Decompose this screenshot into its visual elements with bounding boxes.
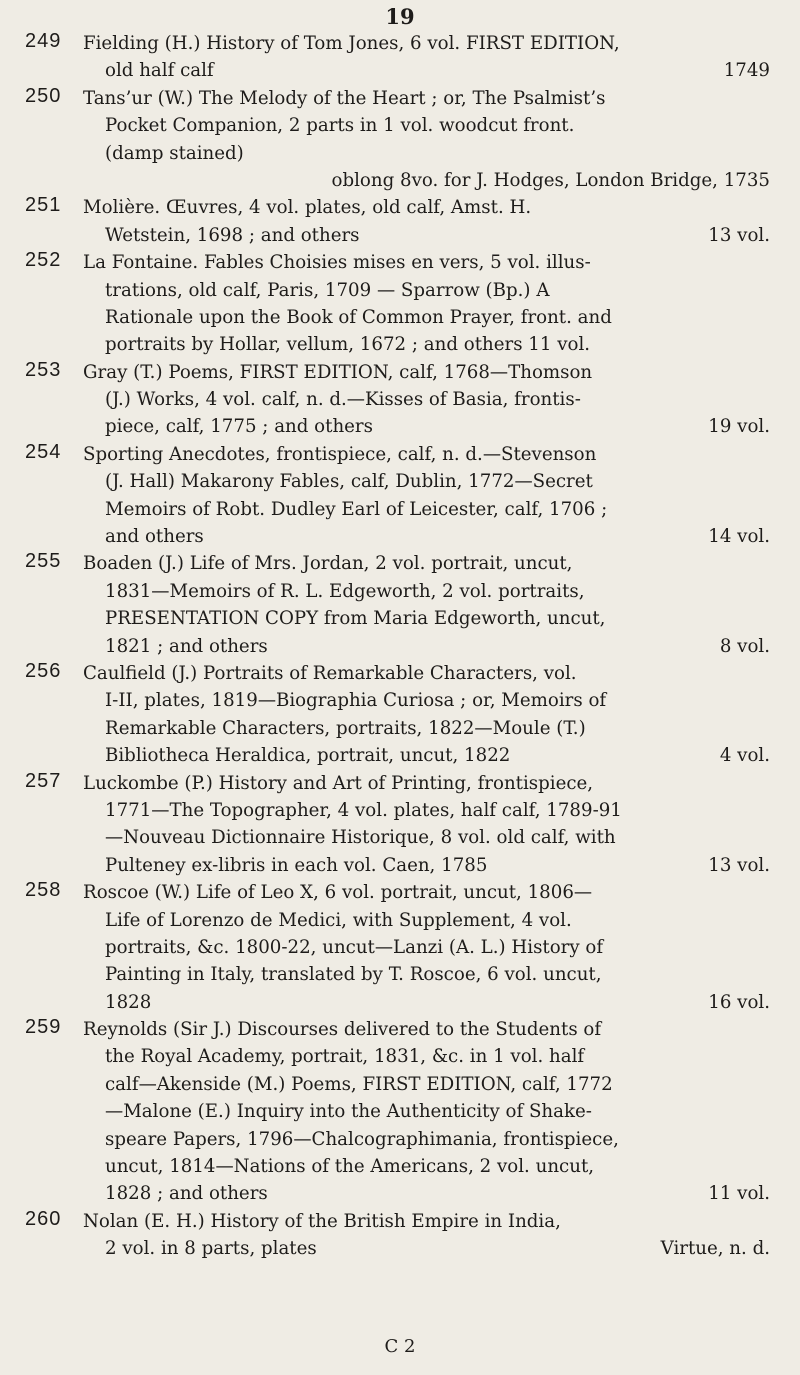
lot-entry	[0, 359, 800, 441]
lot-entry	[0, 660, 800, 770]
lot-number: 257	[25, 769, 62, 792]
lot-description-line	[83, 852, 770, 879]
lot-description-line: Nolan (E. H.) History of the British Empire in India,	[83, 1210, 561, 1232]
lot-number: 259	[25, 1016, 62, 1039]
lot-number: 249	[25, 30, 62, 52]
lot-line-text: Wetstein, 1698 ; and others	[105, 224, 360, 246]
lot-line-text: piece, calf, 1775 ; and others	[105, 416, 373, 438]
lot-entry	[0, 194, 800, 249]
lot-description-line: trations, old calf, Paris, 1709 — Sparrow (Bp.) A	[105, 279, 550, 301]
lot-description-line: —Malone (E.) Inquiry into the Authenticity of Shake-	[105, 1101, 592, 1123]
lot-description-line: Remarkable Characters, portraits, 1822—Moule (T.)	[105, 717, 586, 739]
lot-line-text: 1821 ; and others	[105, 635, 268, 657]
lot-number: 258	[25, 879, 62, 902]
lot-description-line: Boaden (J.) Life of Mrs. Jordan, 2 vol. portrait, uncut,	[83, 553, 573, 575]
lot-entry	[0, 30, 800, 85]
lot-description-line: Roscoe (W.) Life of Leo X, 6 vol. portrait, uncut, 1806—	[83, 882, 593, 904]
lot-description-line	[83, 989, 770, 1016]
lot-description-line: oblong 8vo. for J. Hodges, London Bridge, 1735	[331, 169, 770, 191]
lot-number: 260	[25, 1207, 62, 1230]
lot-description-line: (J.) Works, 4 vol. calf, n. d.—Kisses of Basia, frontis-	[105, 389, 581, 411]
lot-description-line: 1831—Memoirs of R. L. Edgeworth, 2 vol. portraits,	[105, 580, 585, 602]
signature-mark: C 2	[384, 1336, 416, 1357]
lot-entry	[0, 1016, 800, 1208]
lot-description-line: speare Papers, 1796—Chalcographimania, frontispiece,	[105, 1128, 619, 1150]
lot-entry	[0, 441, 800, 551]
lot-description-line: Luckombe (P.) History and Art of Printing, frontispiece,	[83, 772, 594, 794]
lot-volume-count: 13 vol.	[708, 854, 770, 876]
lot-description-line: Reynolds (Sir J.) Discourses delivered to the Students of	[83, 1019, 602, 1041]
lot-volume-count: 14 vol.	[708, 526, 770, 548]
lot-description-line	[83, 413, 770, 440]
lot-number: 256	[25, 659, 62, 682]
lot-volume-count: 13 vol.	[708, 224, 770, 246]
lot-volume-count: 11 vol.	[708, 1183, 770, 1205]
lot-volume-count: 16 vol.	[708, 991, 770, 1013]
lot-description-line	[83, 57, 770, 84]
lot-line-text: 1828	[105, 991, 152, 1013]
lot-description-line: Sporting Anecdotes, frontispiece, calf, n. d.—Stevenson	[83, 443, 597, 465]
lot-description-line: (J. Hall) Makarony Fables, calf, Dublin, 1772—Secret	[105, 471, 593, 493]
lot-description-line: Caulfield (J.) Portraits of Remarkable Characters, vol.	[83, 662, 577, 684]
lot-entry	[0, 879, 800, 1016]
lot-description-line: PRESENTATION COPY from Maria Edgeworth, uncut,	[105, 608, 606, 630]
lot-description-line: Life of Lorenzo de Medici, with Supplement, 4 vol.	[105, 909, 572, 931]
lot-line-text: 2 vol. in 8 parts, plates	[105, 1238, 317, 1260]
lot-volume-count: Virtue, n. d.	[660, 1238, 770, 1260]
lot-description-line: La Fontaine. Fables Choisies mises en vers, 5 vol. illus-	[83, 252, 591, 274]
lot-description-line	[83, 1180, 770, 1207]
lot-description-line: Pocket Companion, 2 parts in 1 vol. woodcut front.	[105, 115, 575, 137]
lot-number: 250	[25, 84, 62, 107]
lot-entry	[0, 550, 800, 660]
lot-description-line: —Nouveau Dictionnaire Historique, 8 vol. old calf, with	[105, 827, 616, 849]
lot-description-line: Painting in Italy, translated by T. Roscoe, 6 vol. uncut,	[105, 964, 602, 986]
lot-volume-count: 8 vol.	[719, 635, 770, 657]
lot-description-line	[83, 1235, 770, 1262]
page-number: 19	[385, 4, 415, 29]
lot-list	[0, 30, 800, 1263]
lot-line-text: Pulteney ex-libris in each vol. Caen, 1785	[105, 854, 488, 876]
lot-entry	[0, 1208, 800, 1263]
lot-description-line	[83, 523, 770, 550]
lot-line-text: old half calf	[105, 60, 214, 82]
lot-description-line: Molière. Œuvres, 4 vol. plates, old calf, Amst. H.	[83, 197, 532, 219]
lot-line-text: 1828 ; and others	[105, 1183, 268, 1205]
lot-description-line: the Royal Academy, portrait, 1831, &c. in 1 vol. half	[105, 1046, 585, 1068]
lot-description-line: I-II, plates, 1819—Biographia Curiosa ; or, Memoirs of	[105, 690, 607, 712]
lot-description-line	[83, 222, 770, 249]
lot-description-line	[83, 742, 770, 769]
lot-description-line: Fielding (H.) History of Tom Jones, 6 vol. FIRST EDITION,	[83, 33, 620, 54]
lot-description-line: portraits, &c. 1800-22, uncut—Lanzi (A. L.) History of	[105, 936, 604, 958]
lot-entry	[0, 249, 800, 359]
lot-volume-count: 19 vol.	[708, 416, 770, 438]
lot-number: 255	[25, 550, 62, 573]
lot-volume-count: 1749	[723, 60, 770, 82]
lot-number: 251	[25, 194, 62, 217]
lot-line-text: and others	[105, 526, 204, 548]
lot-description-line: Rationale upon the Book of Common Prayer, front. and	[105, 306, 612, 328]
lot-description-line: portraits by Hollar, vellum, 1672 ; and others 11 vol.	[105, 334, 591, 356]
lot-description-line: Memoirs of Robt. Dudley Earl of Leicester, calf, 1706 ;	[105, 498, 608, 520]
lot-line-text: Bibliotheca Heraldica, portrait, uncut, 1822	[105, 745, 511, 767]
lot-description-line: uncut, 1814—Nations of the Americans, 2 vol. uncut,	[105, 1156, 595, 1178]
lot-description-line: Gray (T.) Poems, FIRST EDITION, calf, 1768—Thomson	[83, 361, 593, 383]
lot-description-line: (damp stained)	[105, 142, 244, 164]
lot-entry	[0, 770, 800, 880]
lot-description-line: Tans’ur (W.) The Melody of the Heart ; or, The Psalmist’s	[83, 87, 606, 109]
lot-description-line: 1771—The Topographer, 4 vol. plates, half calf, 1789-91	[105, 799, 622, 821]
lot-number: 253	[25, 358, 62, 381]
lot-description-line: calf—Akenside (M.) Poems, FIRST EDITION, calf, 1772	[105, 1073, 613, 1095]
lot-number: 252	[25, 249, 62, 272]
lot-number: 254	[25, 440, 62, 463]
lot-volume-count: 4 vol.	[719, 745, 770, 767]
lot-description-line	[83, 633, 770, 660]
lot-entry	[0, 85, 800, 195]
